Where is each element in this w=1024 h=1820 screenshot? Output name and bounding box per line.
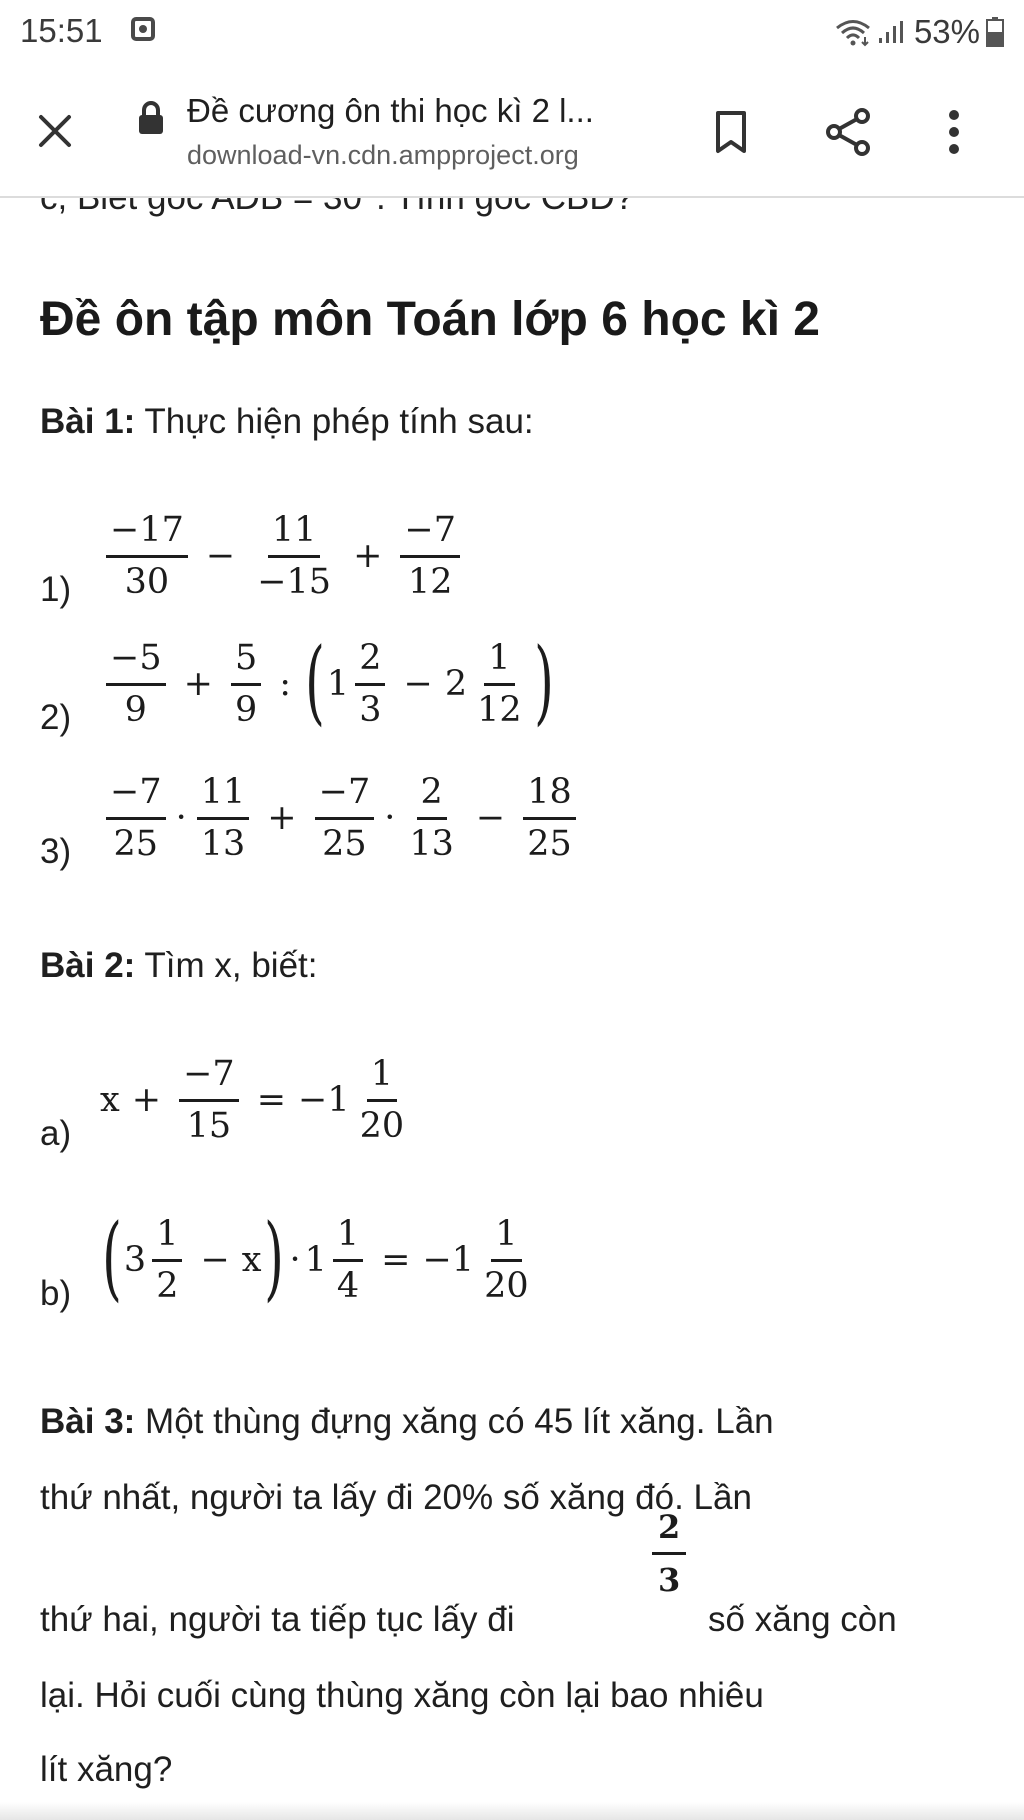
whole-number: 1 — [304, 1240, 327, 1280]
fraction: $\frac{2}{3}$ — [355, 640, 385, 729]
close-icon — [37, 113, 73, 149]
operator: · — [289, 1240, 301, 1280]
notification-icon — [131, 17, 155, 41]
fraction: $\frac{1}{12}$ — [477, 637, 522, 730]
signal-icon — [878, 20, 904, 44]
item-label: 1) — [40, 570, 72, 609]
whole-number: 3 — [123, 1240, 147, 1280]
fraction: $\frac{-7}{15}$ — [179, 1056, 239, 1145]
bai3-line-5: lít xăng? — [40, 1750, 173, 1789]
bookmark-button[interactable] — [706, 104, 756, 160]
whole-number: −1 — [298, 1080, 350, 1120]
close-button[interactable] — [30, 106, 80, 156]
operator: + — [353, 536, 383, 576]
bottom-edge — [0, 1802, 1024, 1820]
share-icon — [822, 106, 874, 158]
operator: − — [205, 536, 236, 576]
bai1-title — [40, 400, 534, 444]
bai2-item-a — [40, 1040, 1000, 1160]
fraction: $\frac{1}{4}$ — [333, 1216, 363, 1305]
operator: · — [384, 798, 396, 838]
math-expression — [100, 1200, 539, 1320]
fraction: $\frac{2}{13}$ — [409, 771, 454, 864]
status-time: 15:51 — [20, 12, 103, 49]
lock-icon — [136, 100, 166, 136]
fraction: $\frac{1}{2}$ — [152, 1216, 182, 1305]
bai1-label: Bài 1: — [40, 402, 136, 441]
fraction: $\frac{-5}{9}$ — [106, 640, 166, 729]
fraction: $\frac{-17}{30}$ — [106, 512, 188, 601]
operator: − — [475, 798, 506, 838]
variable: x — [241, 1240, 262, 1280]
operator: : — [279, 664, 292, 704]
status-bar — [0, 0, 1024, 64]
bai1-text: Thực hiện phép tính sau: — [135, 402, 534, 441]
bai1-item-2 — [40, 624, 1000, 744]
bai3-label: Bài 3: — [40, 1402, 136, 1441]
fraction: $\frac{18}{25}$ — [523, 774, 576, 863]
bookmark-icon — [715, 110, 747, 154]
operator: + — [183, 664, 213, 704]
inline-fraction — [652, 1508, 686, 1599]
more-vert-icon — [948, 109, 960, 155]
page-url[interactable]: download-vn.cdn.ampproject.org — [187, 140, 579, 170]
overflow-menu-button[interactable] — [934, 102, 974, 162]
item-label: 3) — [40, 832, 72, 871]
operator: − — [403, 664, 433, 704]
status-icons — [834, 12, 1004, 52]
bai1-item-1 — [40, 496, 1000, 616]
bai2-label: Bài 2: — [40, 946, 136, 985]
open-paren: ( — [102, 1204, 122, 1311]
bai3-line-1 — [40, 1400, 774, 1444]
fraction: $\frac{-7}{25}$ — [315, 774, 375, 863]
math-expression — [100, 758, 582, 878]
bai2-item-b — [40, 1200, 1000, 1320]
bai3-line-2: thứ nhất, người ta lấy đi 20% số xăng đó. Lần — [40, 1478, 752, 1517]
operator: · — [175, 798, 187, 838]
item-label: 2) — [40, 698, 72, 737]
variable: x — [100, 1080, 120, 1120]
bai2-text: Tìm x, biết: — [135, 946, 318, 985]
math-expression — [100, 624, 556, 744]
article-heading: Đề ôn tập môn Toán lớp 6 học kì 2 — [40, 293, 820, 346]
browser-toolbar — [0, 64, 1024, 198]
fraction: $\frac{5}{9}$ — [231, 640, 261, 729]
wifi-icon — [834, 17, 872, 47]
bai3-line-3-post: số xăng còn — [708, 1600, 897, 1639]
fraction-denominator: 3 — [658, 1561, 681, 1599]
whole-number: 2 — [444, 664, 468, 704]
battery-percentage: 53% — [913, 13, 980, 50]
open-paren: ( — [305, 628, 325, 735]
page-title[interactable]: Đề cương ôn thi học kì 2 l... — [187, 92, 594, 129]
bai2-title — [40, 944, 318, 988]
close-paren: ) — [533, 628, 554, 735]
bai3-text: Một thùng đựng xăng có 45 lít xăng. Lần — [135, 1402, 774, 1441]
battery-icon — [986, 17, 1004, 47]
whole-number: −1 — [422, 1240, 475, 1280]
math-expression — [100, 1040, 414, 1160]
item-label: a) — [40, 1114, 72, 1153]
item-label: b) — [40, 1274, 72, 1313]
fraction: $\frac{1}{20}$ — [359, 1053, 405, 1146]
math-expression — [100, 496, 466, 616]
operator: = — [256, 1080, 287, 1120]
bai3-line-4: lại. Hỏi cuối cùng thùng xăng còn lại bao nhiêu — [40, 1676, 764, 1715]
operator: = — [381, 1240, 411, 1280]
bai3-line-3-pre: thứ hai, người ta tiếp tục lấy đi — [40, 1600, 515, 1639]
fraction: $\frac{-7}{12}$ — [400, 512, 460, 601]
fraction: $\frac{-7}{25}$ — [106, 774, 166, 863]
fraction: $\frac{11}{-15}$ — [257, 509, 332, 602]
operator: − — [200, 1240, 230, 1280]
whole-number: 1 — [326, 664, 350, 704]
bai1-item-3 — [40, 758, 1000, 878]
fraction: $\frac{11}{13}$ — [197, 774, 250, 863]
fraction-numerator: 2 — [652, 1508, 686, 1555]
fraction: $\frac{1}{20}$ — [484, 1213, 529, 1306]
operator: + — [131, 1080, 162, 1120]
operator: + — [267, 798, 297, 838]
share-button[interactable] — [818, 102, 878, 162]
close-paren: ) — [263, 1204, 284, 1311]
